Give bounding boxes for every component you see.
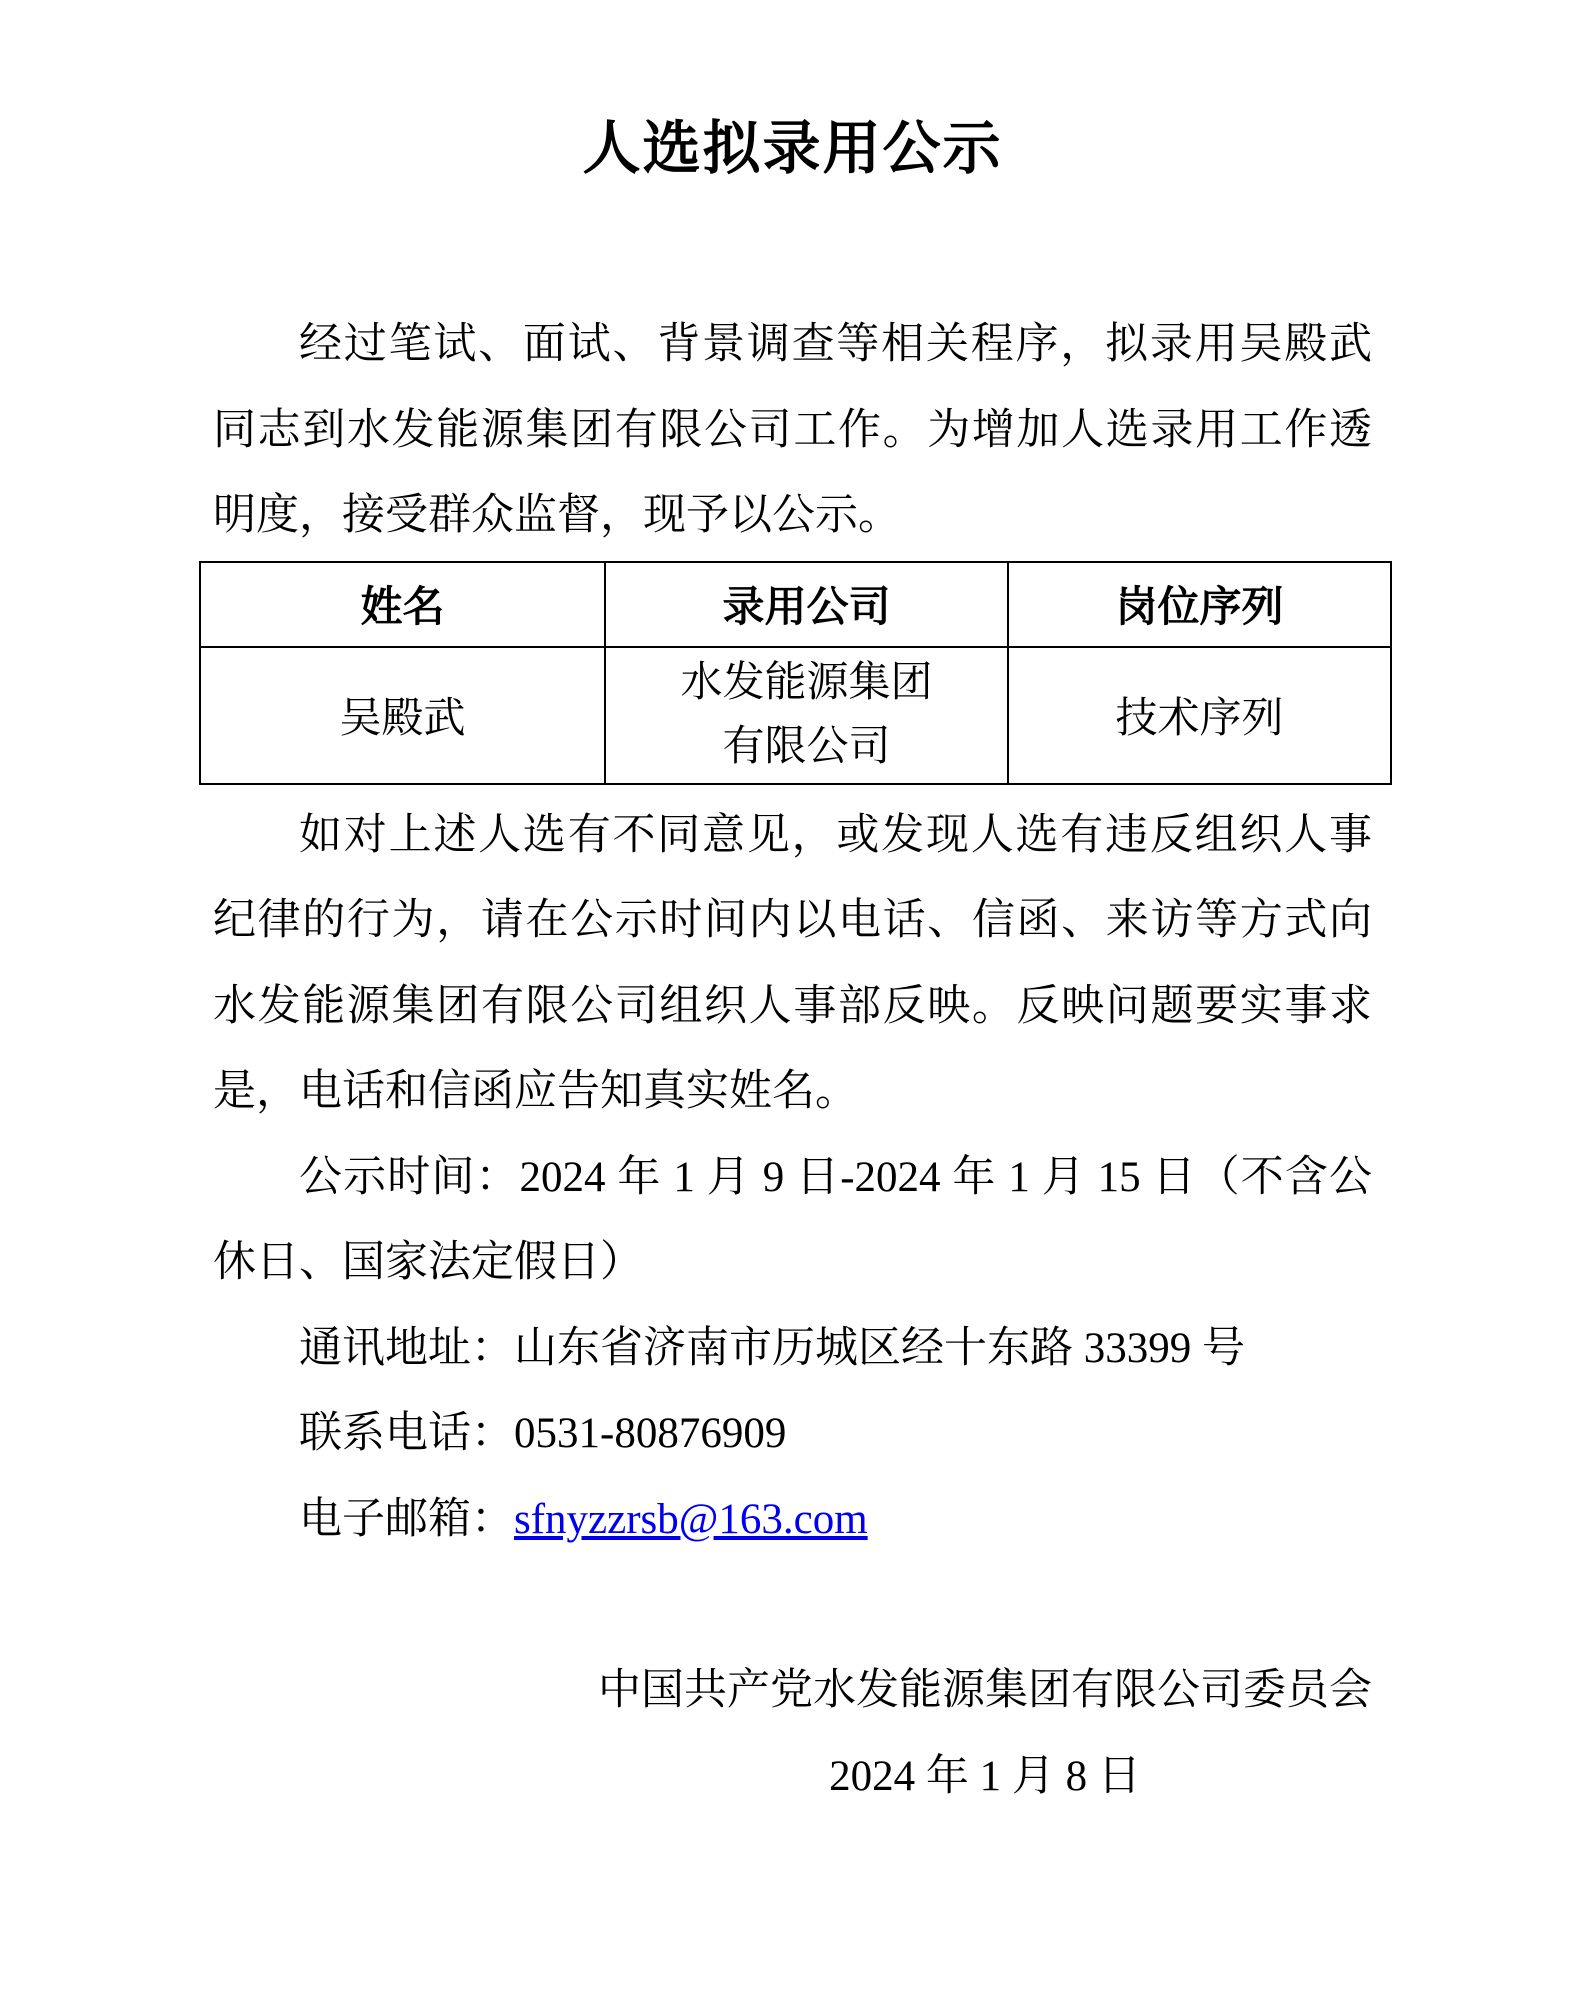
cell-position: 技术序列	[1008, 647, 1391, 784]
email-link[interactable]: sfnyzzrsb@163.com	[514, 1495, 868, 1543]
cell-company-line-1: 水发能源集团	[680, 660, 933, 706]
page-title: 人选拟录用公示	[582, 116, 1003, 181]
signature-committee: 中国共产党水发能源集团有限公司委员会	[598, 1667, 1372, 1714]
contact-phone: 联系电话：0531-80876909	[299, 1410, 787, 1457]
paragraph-publicity-period: 公示时间：2024 年 1 月 9 日-2024 年 1 月 15 日（不含公休日、国家法定假日）	[213, 1153, 1372, 1286]
signature-date: 2024 年 1 月 8 日	[829, 1752, 1141, 1800]
candidate-table	[199, 561, 1392, 785]
cell-candidate-name: 吴殿武	[200, 647, 605, 784]
table-header-row	[200, 562, 1391, 647]
document-page	[0, 116, 1587, 2004]
table-header-position: 岗位序列	[1008, 562, 1391, 647]
table-row	[200, 647, 1391, 784]
paragraph-objection: 如对上述人选有不同意见，或发现人选有违反组织人事纪律的行为，请在公示时间内以电话、信函、来访等方式向水发能源集团有限公司组织人事部反映。反映问题要实事求是，电话和信函应告知真实姓名。	[213, 811, 1372, 1115]
table-header-name: 姓名	[200, 562, 605, 647]
cell-company	[605, 647, 1008, 784]
email-label: 电子邮箱：	[299, 1495, 514, 1543]
contact-address: 通讯地址：山东省济南市历城区经十东路 33399 号	[299, 1324, 1245, 1372]
contact-email-line	[213, 1477, 1372, 1563]
signature-inner	[598, 1648, 1372, 1819]
signature-block	[213, 1648, 1372, 1819]
table-header-company: 录用公司	[605, 562, 1008, 647]
paragraph-intro: 经过笔试、面试、背景调查等相关程序，拟录用吴殿武同志到水发能源集团有限公司工作。为增加人选录用工作透明度，接受群众监督，现予以公示。	[213, 321, 1372, 539]
cell-company-line-2: 有限公司	[722, 724, 891, 770]
